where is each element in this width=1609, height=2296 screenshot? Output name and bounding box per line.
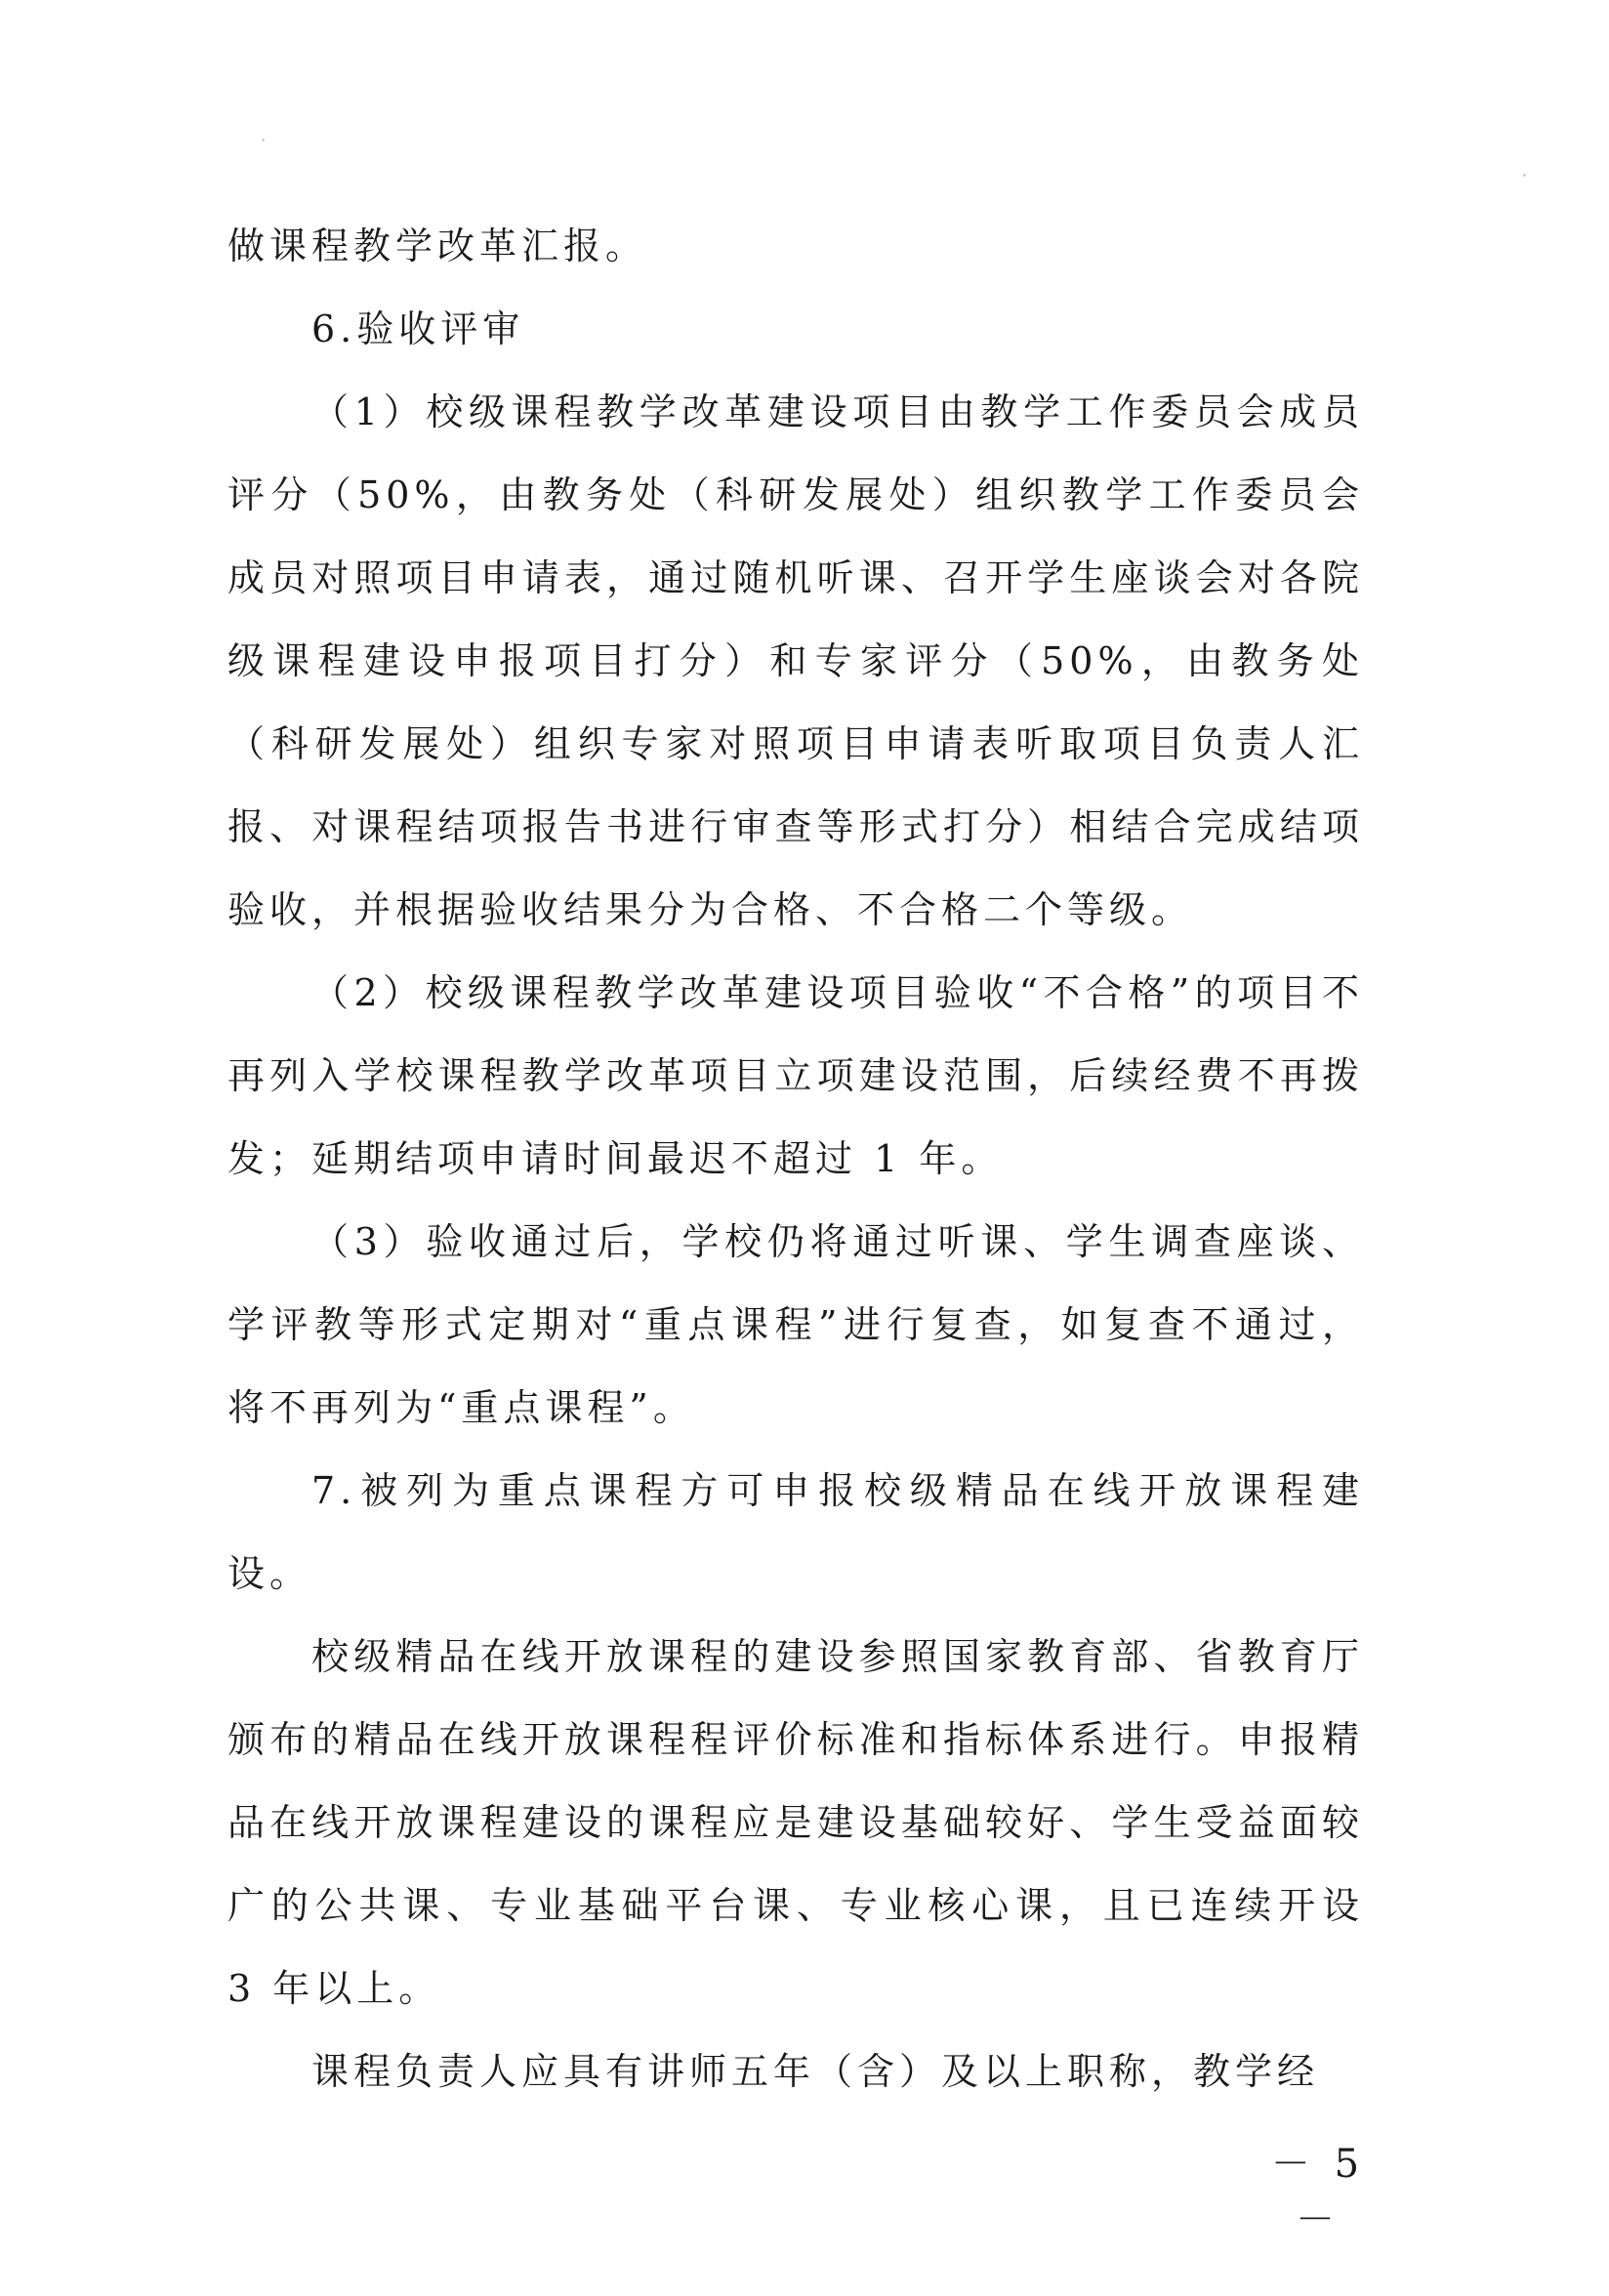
scan-speck [1523, 174, 1526, 177]
paragraph-item-3: （3）验收通过后，学校仍将通过听课、学生调查座谈、学评教等形式定期对“重点课程”进行复查，如复查不通过，将不再列为“重点课程”。 [227, 1220, 1364, 1429]
section-heading-quality-course: 7.被列为重点课程方可申报校级精品在线开放课程建设。 [227, 1469, 1364, 1595]
paragraph-quality-course-standards: 校级精品在线开放课程的建设参照国家教育部、省教育厅颁布的精品在线开放课程程评价标准和指标体系进行。申报精品在线开放课程建设的课程应是建设基础较好、学生受益面较广的公共课、专业基础平台课、专业核心课，且已连续开设 3 年以上。 [227, 1635, 1364, 2010]
body-text [227, 205, 1364, 2113]
scan-speck [262, 139, 265, 142]
paragraph-item-1: （1）校级课程教学改革建设项目由教学工作委员会成员评分（50%，由教务处（科研发展处）组织教学工作委员会成员对照项目申请表，通过随机听课、召开学生座谈会对各院级课程建设申报项目打分）和专家评分（50%，由教务处（科研发展处）组织专家对照项目申请表听取项目负责人汇报、对课程结项报告书进行审查等形式打分）相结合完成结项验收，并根据验收结果分为合格、不合格二个等级。 [227, 390, 1364, 931]
paragraph-continuation: 做课程教学改革汇报。 [227, 225, 648, 267]
page-number: － 5 － [1270, 2142, 1366, 2242]
paragraph-course-leader: 课程负责人应具有讲师五年（含）及以上职称，教学经 [311, 2050, 1320, 2093]
paragraph-item-2: （2）校级课程教学改革建设项目验收“不合格”的项目不再列入学校课程教学改革项目立项建设范围，后续经费不再拨发；延期结项申请时间最迟不超过 1 年。 [227, 971, 1364, 1180]
section-heading-acceptance-review: 6.验收评审 [311, 308, 525, 350]
